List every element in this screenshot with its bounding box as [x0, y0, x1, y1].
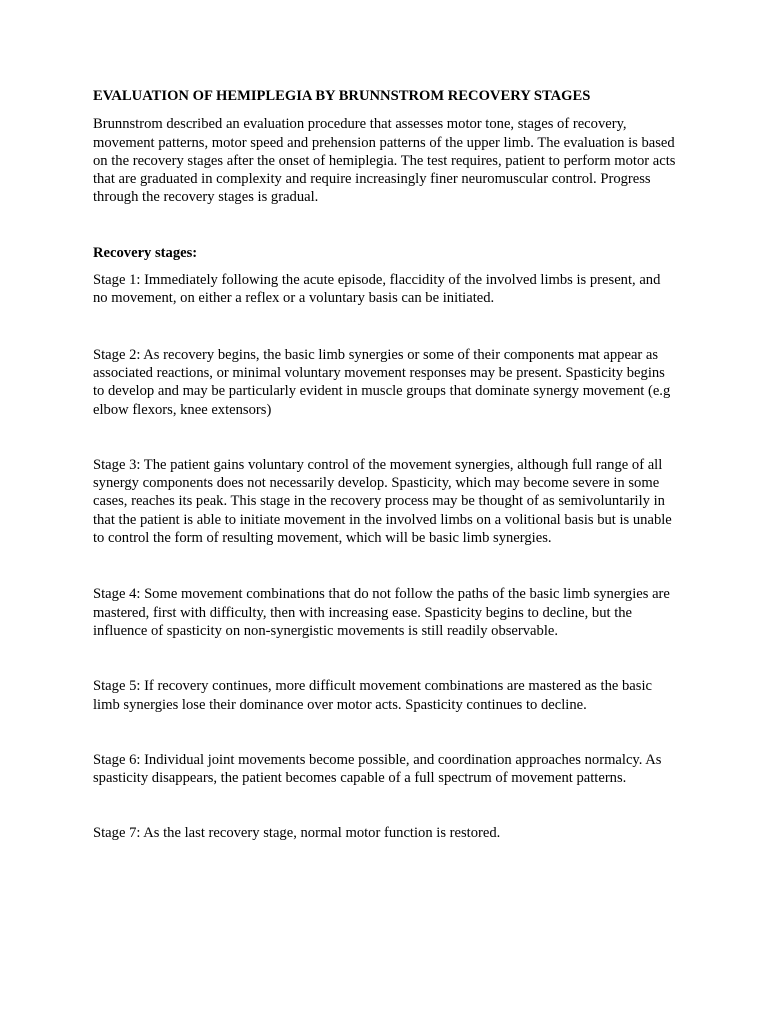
document-body: [93, 87, 678, 880]
section-heading-recovery-stages: Recovery stages:: [93, 244, 198, 261]
stage-4-paragraph: Stage 4: Some movement combinations that do not follow the paths of the basic limb synergies are mastered, first with difficulty, then with increasing ease. Spasticity begins to decline, but the influence of spasticity on non-synergistic movements is still readily observable.: [93, 586, 670, 639]
stage-1-paragraph: Stage 1: Immediately following the acute episode, flaccidity of the involved limbs is present, and no movement, on either a reflex or a voluntary basis can be initiated.: [93, 272, 661, 307]
intro-paragraph: Brunnstrom described an evaluation procedure that assesses motor tone, stages of recovery, movement patterns, motor speed and prehension patterns of the upper limb. The evaluation is based on the recovery stages after the onset of hemiplegia. The test requires, patient to perform motor acts that are graduated in complexity and require increasingly finer neuromuscular control. Progress through the recovery stages is gradual.: [93, 116, 676, 206]
stage-7-paragraph: Stage 7: As the last recovery stage, normal motor function is restored.: [93, 825, 501, 842]
document-title: EVALUATION OF HEMIPLEGIA BY BRUNNSTROM RECOVERY STAGES: [93, 88, 591, 104]
stage-5-paragraph: Stage 5: If recovery continues, more difficult movement combinations are mastered as the basic limb synergies lose their dominance over motor acts. Spasticity continues to decline.: [93, 678, 652, 713]
stage-3-paragraph: Stage 3: The patient gains voluntary control of the movement synergies, although full range of all synergy components does not necessarily develop. Spasticity, which may become severe in some cases, reaches its peak. This stage in the recovery process may be thought of as semivoluntarily in that the patient is able to initiate movement in the involved limbs on a volitional basis but is unable to control the form of resulting movement, which will be basic limb synergies.: [93, 456, 672, 547]
stage-6-paragraph: Stage 6: Individual joint movements become possible, and coordination approaches normalcy. As spasticity disappears, the patient becomes capable of a full spectrum of movement patterns.: [93, 751, 662, 787]
stage-2-paragraph: Stage 2: As recovery begins, the basic limb synergies or some of their components mat appear as associated reactions, or minimal voluntary movement responses may be present. Spasticity begins to develop and may be particularly evident in muscle groups that dominate synergy movement (e.g elbow flexors, knee extensors): [93, 346, 671, 418]
